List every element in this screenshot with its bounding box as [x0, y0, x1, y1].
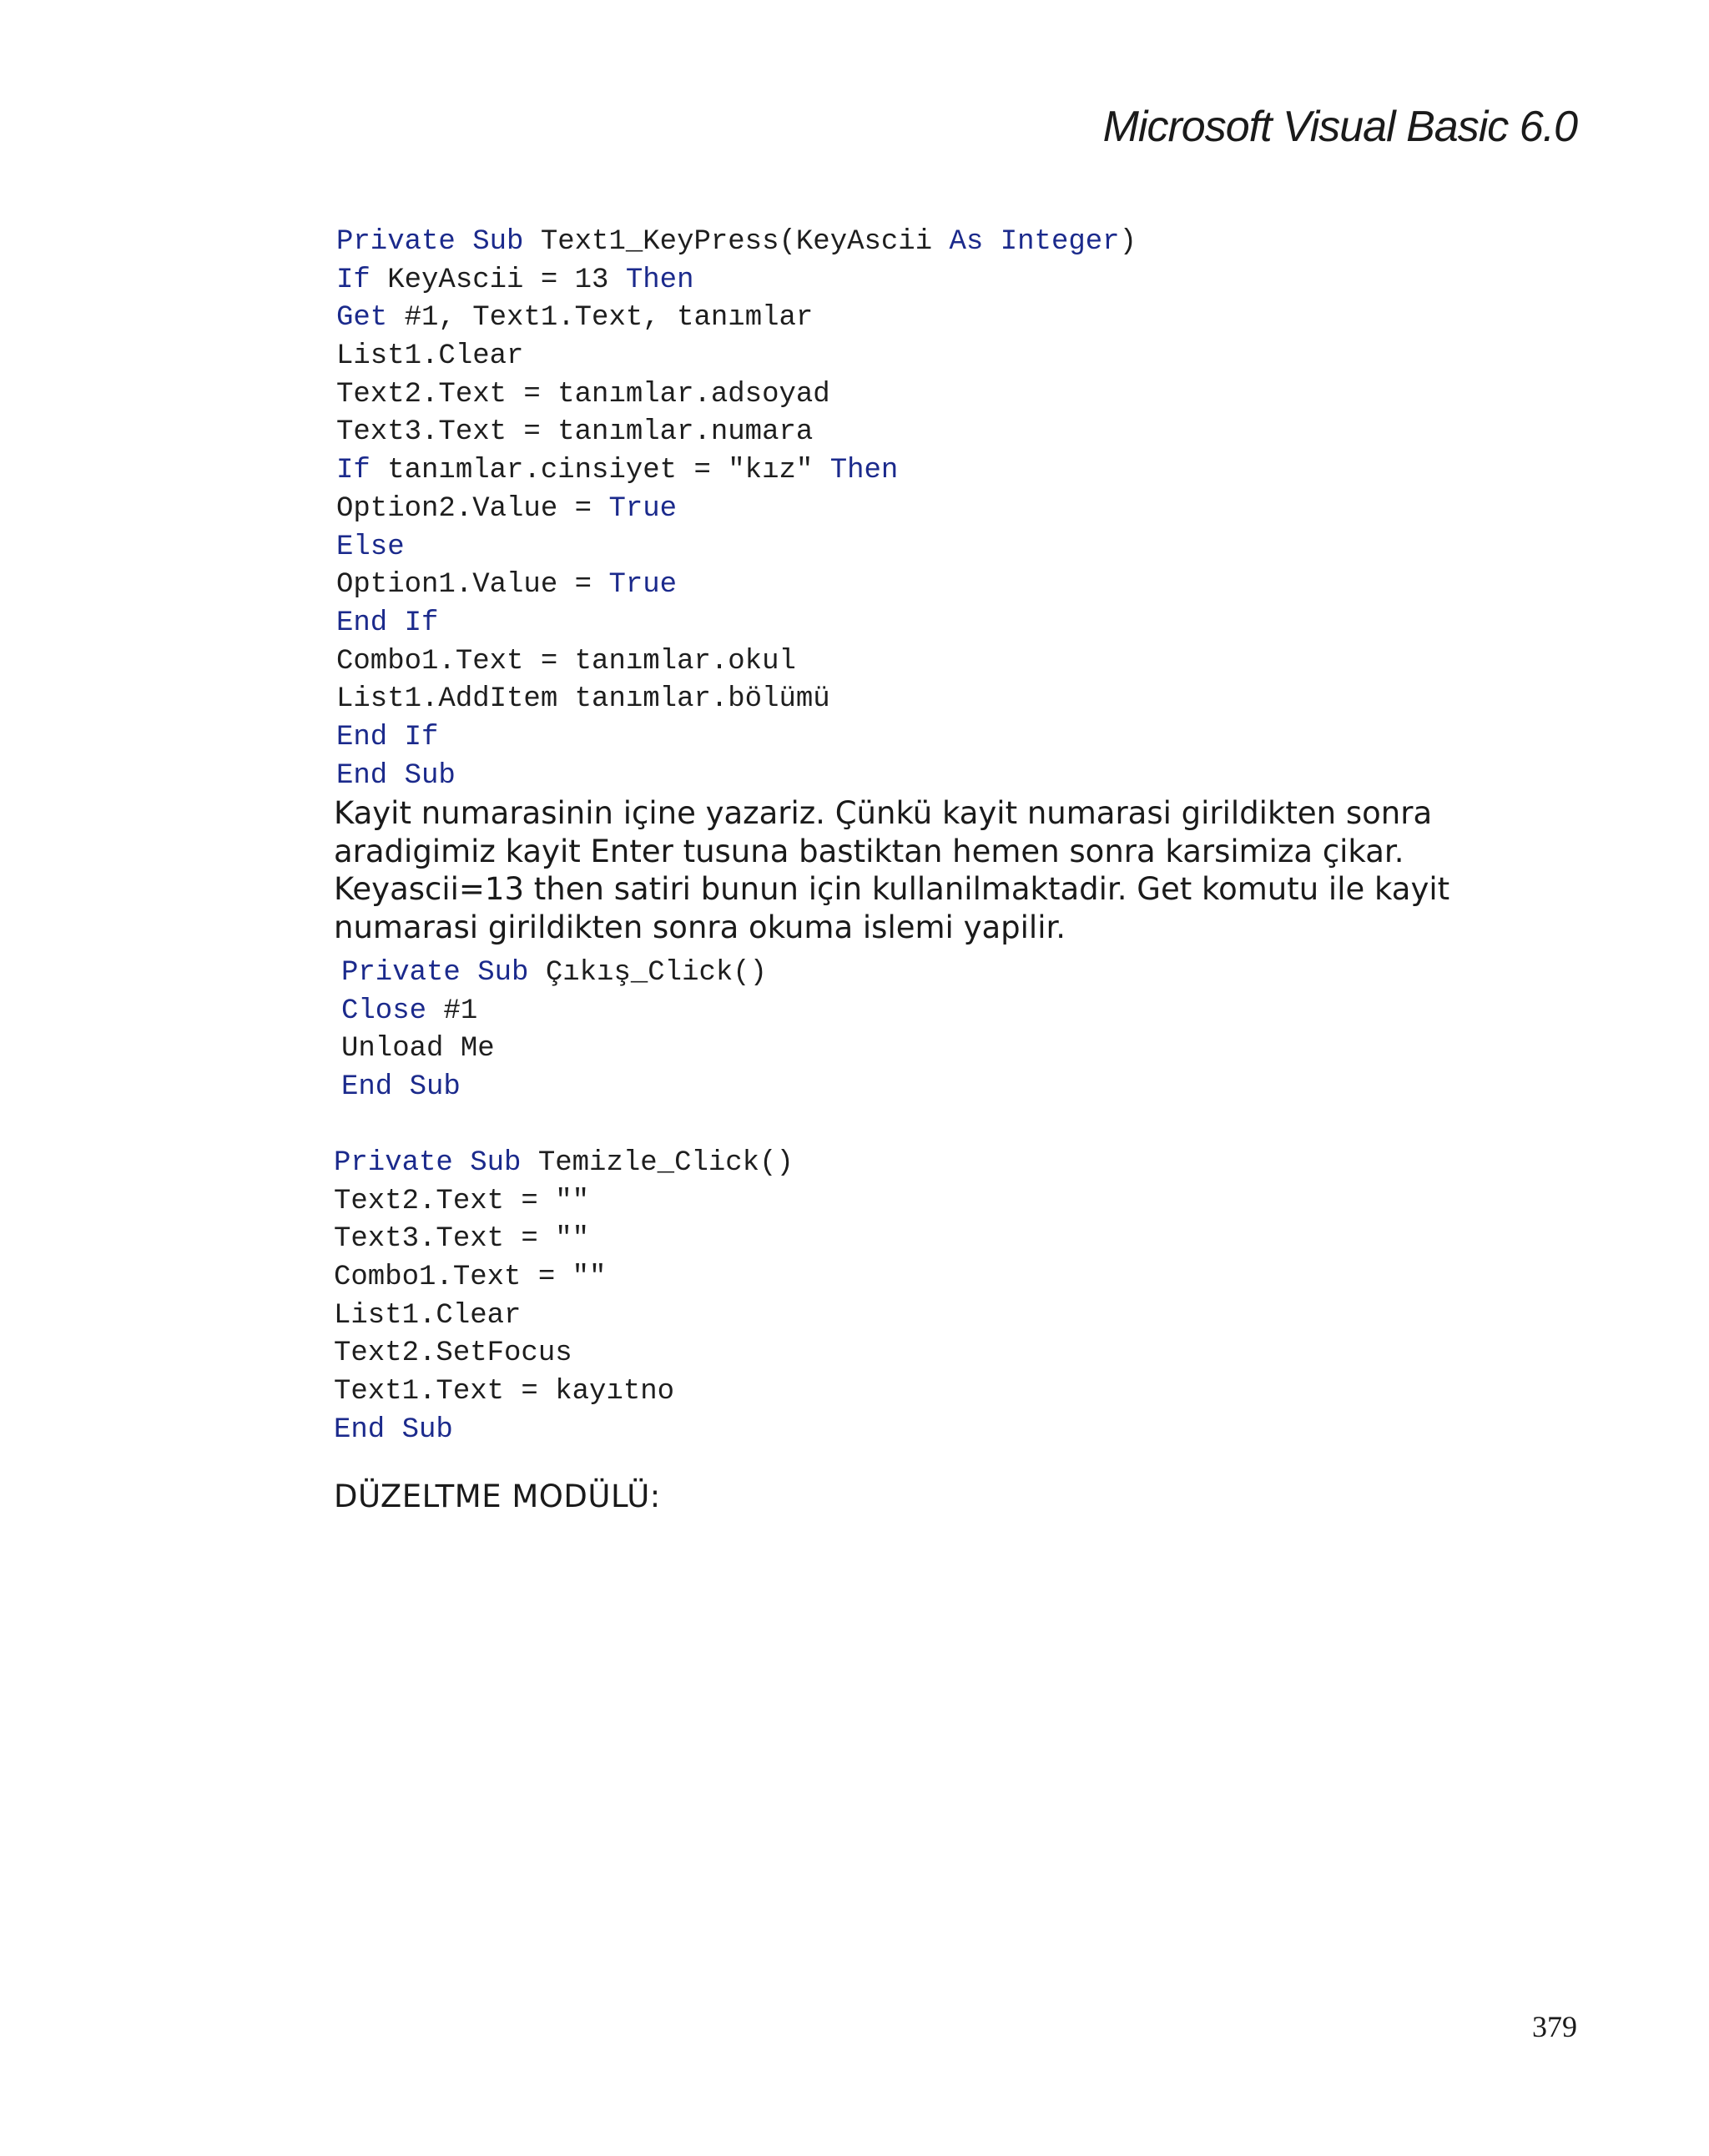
page-number: 379: [1532, 2010, 1577, 2043]
code-keyword: End Sub: [336, 759, 456, 792]
code-line: [336, 643, 1137, 682]
code-line: [334, 1335, 794, 1373]
code-text: Combo1.Text = "": [334, 1262, 607, 1294]
code-line: [336, 414, 1137, 452]
code-keyword: Then: [625, 264, 694, 296]
code-text: List1.Clear: [334, 1299, 522, 1332]
code-keyword: End If: [336, 607, 439, 639]
explanation-paragraph: [334, 794, 1519, 946]
code-text: #1, Text1.Text, tanımlar: [387, 302, 814, 335]
code-text: Unload Me: [341, 1033, 495, 1065]
section-heading: DÜZELTME MODÜLÜ:: [334, 1478, 661, 1514]
code-text: Text1.Text = kayıtno: [334, 1376, 675, 1408]
code-keyword: If: [336, 264, 371, 296]
code-text: Text3.Text = "": [334, 1223, 590, 1256]
code-keyword: End Sub: [341, 1071, 461, 1104]
code-line: [336, 452, 1137, 491]
code-line: [336, 605, 1137, 643]
code-text: [983, 226, 1000, 258]
code-keyword: Private Sub: [336, 226, 524, 258]
code-text: Text3.Text = tanımlar.numara: [336, 416, 814, 449]
code-line: [334, 1145, 794, 1183]
code-line: [336, 758, 1137, 796]
code-text: ): [1119, 226, 1137, 258]
code-text: #1: [426, 995, 478, 1027]
code-line: [336, 719, 1137, 758]
code-line: [341, 1030, 767, 1069]
code-line: [336, 338, 1137, 376]
code-text: tanımlar.cinsiyet = "kız": [370, 455, 830, 487]
code-text: Text1_KeyPress(KeyAscii: [523, 226, 950, 258]
code-text: Text2.Text = tanımlar.adsoyad: [336, 378, 830, 411]
code-text: List1.AddItem tanımlar.bölümü: [336, 683, 830, 716]
code-keyword: If: [336, 455, 371, 487]
code-block-keypress: [336, 224, 1137, 795]
code-text: Çıkış_Click(): [528, 957, 768, 989]
code-keyword: Get: [336, 302, 388, 335]
code-text: List1.Clear: [336, 340, 524, 373]
code-line: [336, 529, 1137, 567]
code-line: [336, 376, 1137, 415]
code-text: KeyAscii = 13: [370, 264, 626, 296]
running-header: Microsoft Visual Basic 6.0: [1102, 103, 1577, 151]
code-keyword: As: [949, 226, 984, 258]
code-line: [334, 1183, 794, 1222]
code-block-cikis-click: [341, 955, 767, 1107]
code-text: Option2.Value =: [336, 492, 609, 525]
code-text: Text2.SetFocus: [334, 1337, 572, 1370]
code-keyword: True: [608, 569, 678, 602]
code-text: Option1.Value =: [336, 569, 609, 602]
code-line: [336, 300, 1137, 338]
code-line: [336, 567, 1137, 605]
code-keyword: Then: [829, 455, 899, 487]
code-line: [341, 1069, 767, 1107]
code-keyword: Private Sub: [334, 1147, 522, 1179]
code-text: Text2.Text = "": [334, 1185, 590, 1217]
code-keyword: Integer: [1000, 226, 1120, 258]
code-keyword: True: [608, 492, 678, 525]
code-line: [334, 1297, 794, 1336]
code-line: [336, 224, 1137, 262]
code-line: [334, 1412, 794, 1450]
code-line: [334, 1259, 794, 1297]
code-keyword: Close: [341, 995, 427, 1027]
code-line: [336, 681, 1137, 719]
code-keyword: Private Sub: [341, 957, 529, 989]
code-line: [341, 955, 767, 993]
code-line: [334, 1373, 794, 1412]
code-keyword: End If: [336, 721, 439, 753]
code-text: Temizle_Click(): [521, 1147, 794, 1179]
code-keyword: Else: [336, 531, 405, 563]
code-line: [336, 491, 1137, 529]
code-line: [334, 1221, 794, 1259]
code-block-temizle-click: [334, 1145, 794, 1450]
code-line: [336, 262, 1137, 300]
code-keyword: End Sub: [334, 1413, 453, 1446]
code-text: Combo1.Text = tanımlar.okul: [336, 645, 796, 678]
paragraph-text: Kayit numarasinin içine yazariz. Çünkü kayit numarasi girildikten sonra aradigimiz kayit Enter tusuna bastiktan hemen sonra karsimiza çikar. Keyascii=13 then satiri bunun için kullanilmaktadir. Get komutu ile kayit numarasi girildikten sonra okuma islemi yapilir.: [334, 795, 1450, 945]
code-line: [341, 993, 767, 1031]
